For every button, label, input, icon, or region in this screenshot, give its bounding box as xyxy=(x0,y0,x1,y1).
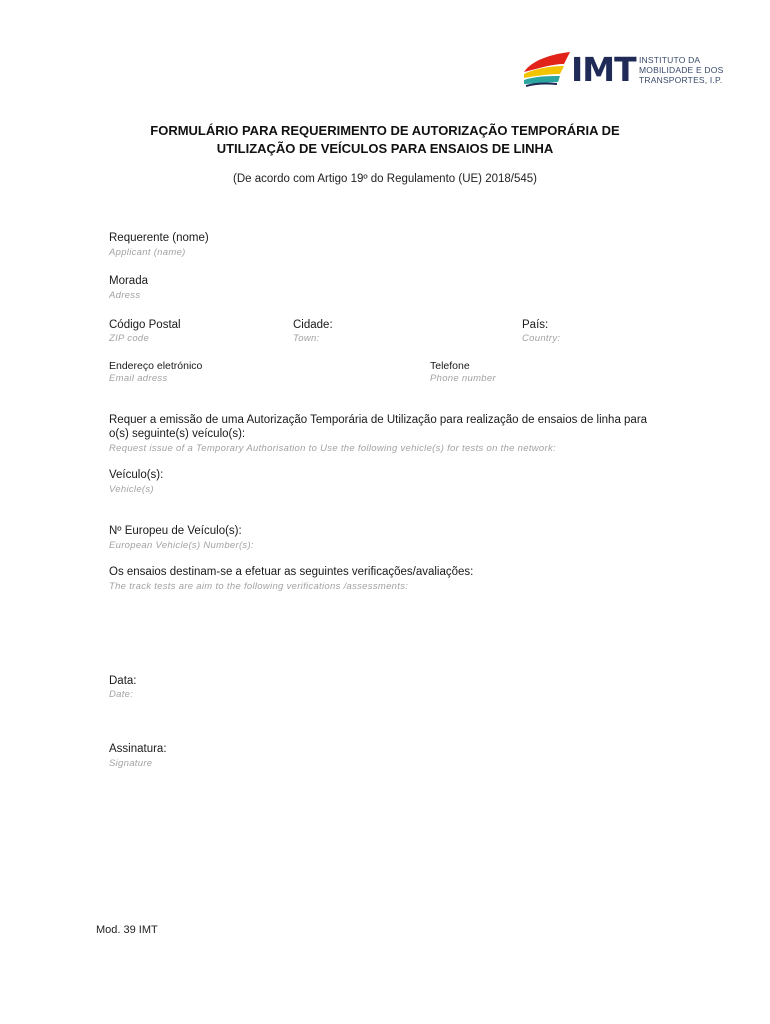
form-title-line-2: UTILIZAÇÃO DE VEÍCULOS PARA ENSAIOS DE LINHA xyxy=(216,141,554,156)
vehicles-hint: Vehicle(s) xyxy=(109,484,154,495)
phone-hint: Phone number xyxy=(430,373,496,384)
form-subtitle: (De acordo com Artigo 19º do Regulamento (UE) 2018/545) xyxy=(232,173,537,185)
form-title-line-1: FORMULÁRIO PARA REQUERIMENTO DE AUTORIZAÇÃO TEMPORÁRIA DE xyxy=(150,123,620,138)
signature-hint: Signature xyxy=(109,758,153,769)
address-hint: Adress xyxy=(109,290,141,301)
tests-hint: The track tests are aim to the following verifications /assessments: xyxy=(109,581,409,592)
signature-label: Assinatura: xyxy=(109,743,167,755)
logo-line-1: INSTITUTO DA xyxy=(639,55,701,65)
vehicles-label: Veículo(s): xyxy=(109,469,164,481)
applicant-hint: Applicant (name) xyxy=(109,247,186,258)
tests-label: Os ensaios destinam-se a efetuar as seguintes verificações/avaliações: xyxy=(109,566,474,578)
town-hint: Town: xyxy=(293,333,320,344)
logo-letters: IMT xyxy=(571,50,636,89)
request-hint: Request issue of a Temporary Authorisation to Use the following vehicle(s) for tests on the network: xyxy=(109,443,556,454)
date-hint: Date: xyxy=(109,689,134,700)
email-label: Endereço eletrónico xyxy=(109,360,203,372)
logo-line-3: TRANSPORTES, I.P. xyxy=(639,75,723,85)
applicant-label: Requerente (nome) xyxy=(109,232,209,244)
evn-label: Nº Europeu de Veículo(s): xyxy=(109,525,242,537)
email-hint: Email adress xyxy=(109,373,168,384)
zip-label: Código Postal xyxy=(109,319,181,331)
date-label: Data: xyxy=(109,675,137,687)
evn-hint: European Vehicle(s) Number(s): xyxy=(109,540,254,551)
country-hint: Country: xyxy=(522,333,561,344)
zip-hint: ZIP code xyxy=(109,333,150,344)
address-label: Morada xyxy=(109,275,148,287)
phone-label: Telefone xyxy=(430,360,470,372)
form-model-footer: Mod. 39 IMT xyxy=(96,924,158,936)
country-label: País: xyxy=(522,319,549,331)
logo-line-2: MOBILIDADE E DOS xyxy=(639,65,724,75)
logo-institution-name xyxy=(639,55,723,85)
request-text-line-1: Requer a emissão de uma Autorização Temporária de Utilização para realização de ensaios de linha para xyxy=(109,414,648,426)
town-label: Cidade: xyxy=(293,319,333,331)
request-text-line-2: o(s) seguinte(s) veículo(s): xyxy=(109,428,246,440)
